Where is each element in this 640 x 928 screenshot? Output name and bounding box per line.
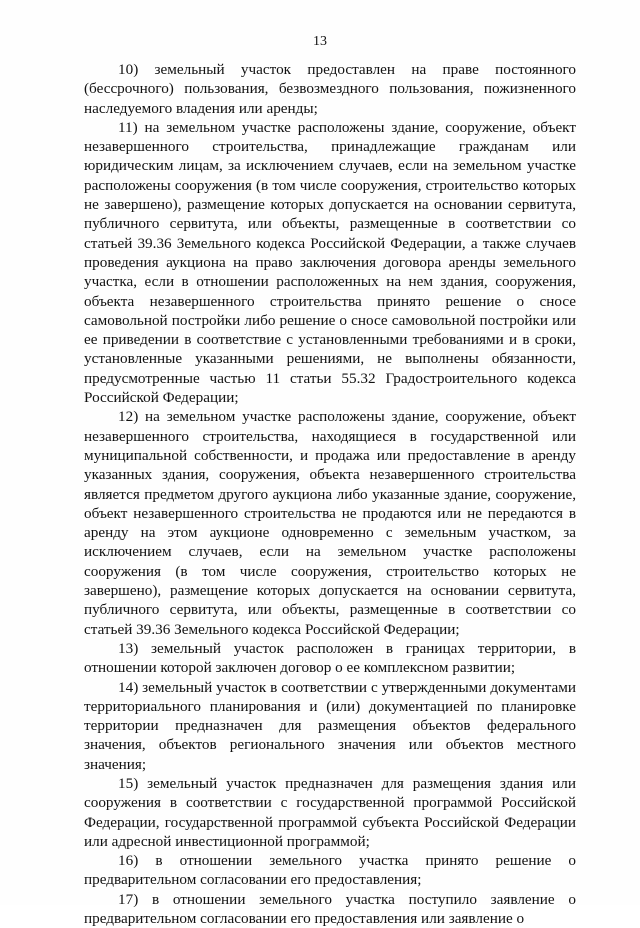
paragraph-item-11: 11) на земельном участке расположены здание, сооружение, объект незавершенного строительства, принадлежащие гражданам или юридическим лицам, за исключением случаев, если на земельном участке расположены сооружения (в том числе сооружения, строительство которых не завершено), размещение которых допускается на основании сервитута, публичного сервитута, или объекты, размещенные в соответствии со статьей 39.36 Земельного кодекса Российской Федерации, а также случаев проведения аукциона на право заключения договора аренды земельного участка, если в отношении расположенных на нем здания, сооружения, объекта незавершенного строительства принято решение о сносе самовольной постройки либо решение о сносе самовольной постройки или ее приведении в соответствие с установленными требованиями и в сроки, установленные указанными решениями, не выполнены обязанности, предусмотренные частью 11 статьи 55.32 Градостроительного кодекса Российской Федерации; [84, 118, 576, 407]
paragraph-item-15: 15) земельный участок предназначен для размещения здания или сооружения в соответствии с государственной программой Российской Федерации, государственной программой субъекта Российской Федерации или адресной инвестиционной программой; [84, 774, 576, 850]
page-number: 13 [313, 34, 327, 49]
paragraph-item-10: 10) земельный участок предоставлен на праве постоянного (бессрочного) пользования, безвозмездного пользования, пожизненного наследуемого владения или аренды; [84, 61, 576, 117]
paragraph-item-17: 17) в отношении земельного участка поступило заявление о предварительном согласовании его предоставления или заявление о [84, 890, 576, 928]
paragraph-item-12: 12) на земельном участке расположены здание, сооружение, объект незавершенного строительства, находящиеся в государственной или муниципальной собственности, и продажа или предоставление в аренду указанных здания, сооружения, объекта незавершенного строительства является предметом другого аукциона либо указанные здание, сооружение, объект незавершенного строительства не продаются или не передаются в аренду на этом аукционе одновременно с земельным участком, за исключением случаев, если на земельном участке расположены сооружения (в том числе сооружения, строительство которых не завершено), размещение которых допускается на основании сервитута, публичного сервитута, или объекты, размещенные в соответствии со статьей 39.36 Земельного кодекса Российской Федерации; [84, 408, 576, 638]
document-body [84, 60, 576, 928]
paragraph-item-14: 14) земельный участок в соответствии с утвержденными документами территориального планирования и (или) документацией по планировке территории предназначен для размещения объектов федерального значения, объектов регионального значения или объектов местного значения; [84, 678, 576, 773]
paragraph-item-16: 16) в отношении земельного участка принято решение о предварительном согласовании его предоставления; [84, 852, 576, 889]
paragraph-item-13: 13) земельный участок расположен в границах территории, в отношении которой заключен договор о ее комплексном развитии; [84, 639, 576, 677]
